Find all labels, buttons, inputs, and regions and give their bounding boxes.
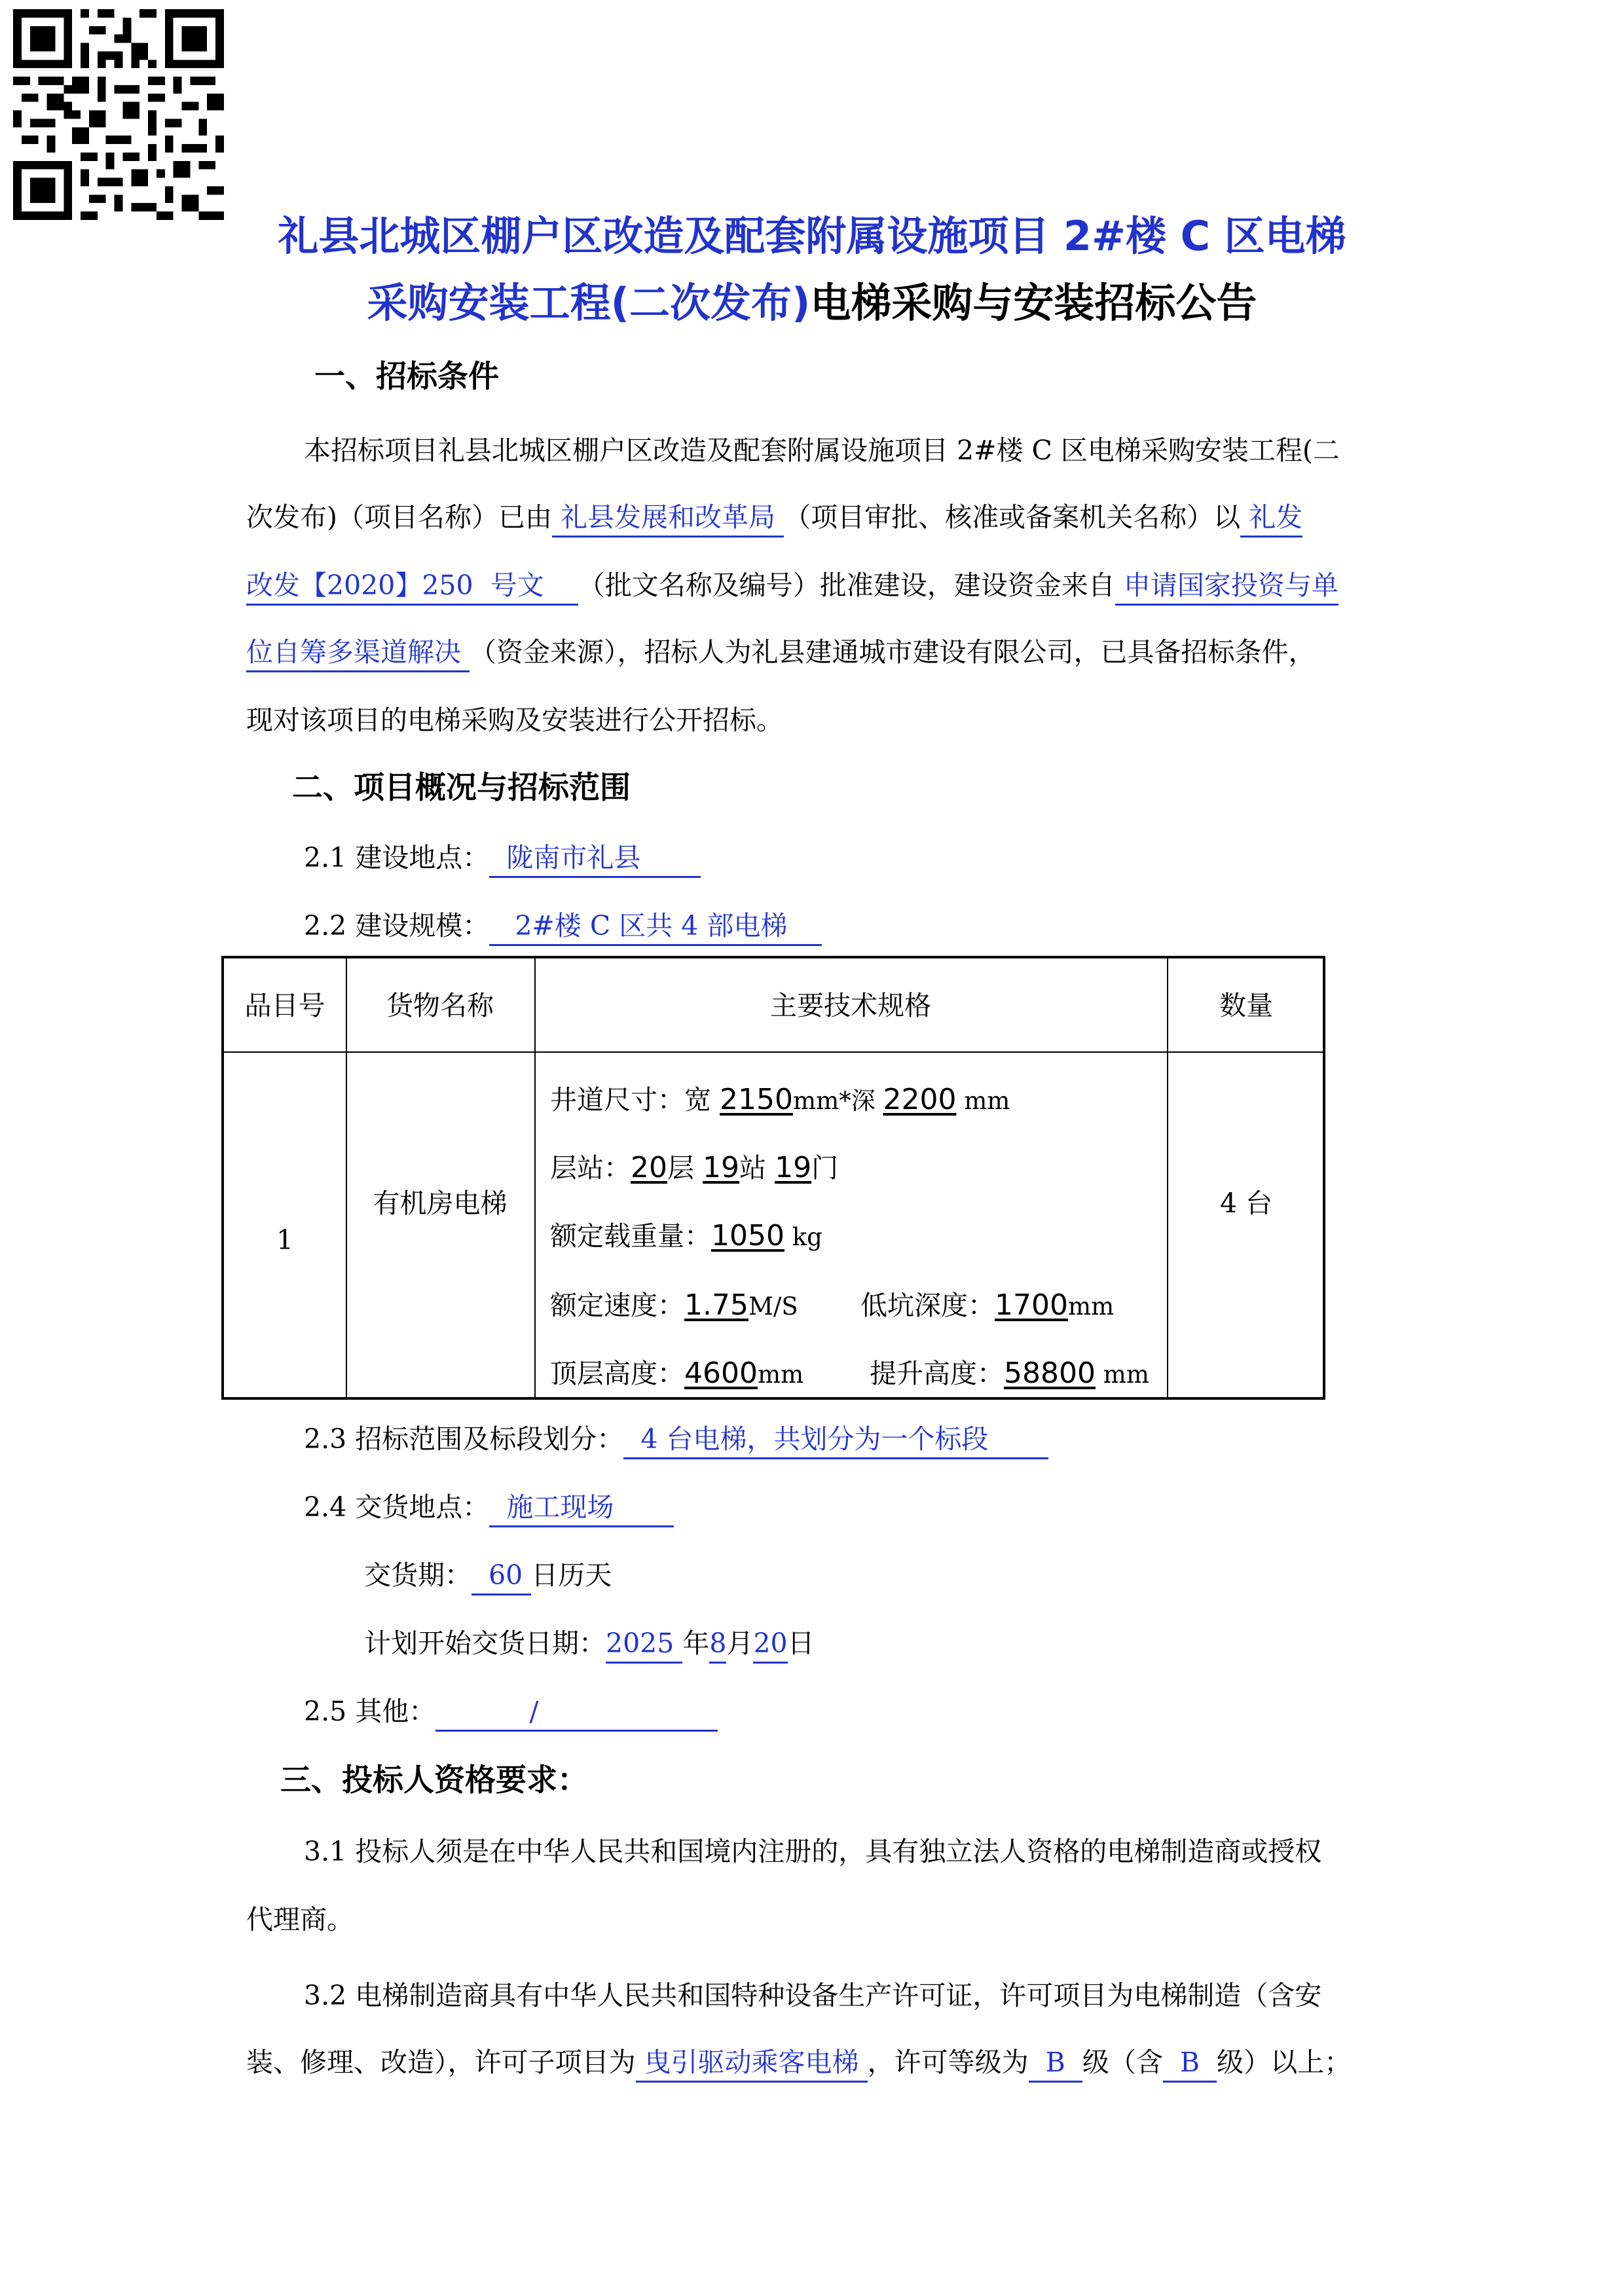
text-fragment: 级）以上； <box>1217 2047 1352 2078</box>
delivery-site-row <box>304 1491 674 1523</box>
qualification-3-1-line1: 3.1 投标人须是在中华人民共和国境内注册的，具有独立法人资格的电梯制造商或授权 <box>304 1836 1322 1867</box>
spec-label: 井道尺寸：宽 <box>550 1084 720 1116</box>
table-divider <box>534 958 536 1397</box>
start-year-field: 2025 <box>606 1628 682 1664</box>
delivery-site-field: 施工现场 <box>489 1491 673 1527</box>
spec-label: 额定速度： <box>550 1290 684 1321</box>
license-grade-field: B <box>1029 2047 1082 2083</box>
title-notice-name: 电梯采购与安装招标公告 <box>810 279 1257 327</box>
spec-unit: 层 <box>667 1152 703 1184</box>
goods-table <box>221 956 1325 1400</box>
section1-heading: 一、招标条件 <box>314 359 499 395</box>
table-header-spec: 主要技术规格 <box>770 990 931 1021</box>
approval-doc-field: 改发【2020】250 号文 <box>246 570 578 606</box>
field-label: 2.5 其他： <box>304 1696 436 1727</box>
spec-unit: mm <box>956 1087 1010 1115</box>
delivery-start-date-row <box>364 1630 815 1657</box>
construction-scale-field: 2#楼 C 区共 4 部电梯 <box>489 910 821 946</box>
section1-para-line3 <box>246 572 1338 599</box>
construction-site-row <box>304 842 701 873</box>
field-label: 2.2 建设规模： <box>304 910 490 941</box>
table-header-goods-name: 货物名称 <box>386 990 494 1021</box>
section2-heading: 二、项目概况与招标范围 <box>292 770 631 806</box>
table-header-item-no: 品目号 <box>244 990 325 1021</box>
spec-unit: mm <box>1067 1292 1115 1321</box>
field-label: 计划开始交货日期： <box>364 1628 606 1659</box>
construction-scale-row <box>304 910 822 941</box>
spec-value: 2150 <box>720 1083 794 1116</box>
text-fragment: 级（含 <box>1082 2047 1163 2078</box>
field-label: 交货期： <box>364 1559 471 1591</box>
spec-lift-height <box>870 1359 1149 1388</box>
document-title-line1: 礼县北城区棚户区改造及配套附属设施项目 2#楼 C 区电梯 <box>278 212 1346 260</box>
fund-source-field: 位自筹多渠道解决 <box>246 636 470 672</box>
license-sub-item-field: 曳引驱动乘客电梯 <box>636 2047 868 2083</box>
section1-para-line1: 本招标项目礼县北城区棚户区改造及配套附属设施项目 2#楼 C 区电梯采购安装工程(二 <box>304 435 1340 466</box>
table-divider <box>1167 958 1168 1397</box>
section1-para-line4 <box>246 636 1316 668</box>
approval-doc-field: 礼发 <box>1240 501 1302 538</box>
text-fragment: ，许可等级为 <box>867 2047 1029 2078</box>
other-row <box>304 1698 718 1725</box>
section1-para-line2 <box>246 501 1303 533</box>
start-day-field: 20 <box>753 1628 787 1664</box>
bid-scope-field: 4 台电梯，共划分为一个标段 <box>623 1423 1048 1459</box>
spec-value: 2200 <box>883 1083 957 1116</box>
spec-value: 19 <box>703 1151 740 1184</box>
field-unit: 日历天 <box>531 1559 612 1591</box>
table-divider <box>346 958 347 1397</box>
spec-label: 层站： <box>550 1152 631 1184</box>
spec-value: 20 <box>631 1151 667 1184</box>
text-fragment: （资金来源），招标人为礼县建通城市建设有限公司，已具备招标条件， <box>470 636 1316 668</box>
spec-unit: kg <box>784 1223 822 1251</box>
spec-label: 额定载重量： <box>550 1220 711 1252</box>
document-title-line2 <box>0 279 1624 327</box>
text-fragment: 装、修理、改造），许可子项目为 <box>246 2047 636 2078</box>
text-fragment: （批文名称及编号）批准建设，建设资金来自 <box>578 570 1115 601</box>
spec-pit-depth <box>860 1288 1115 1322</box>
spec-shaft-size <box>550 1085 1010 1114</box>
field-label: 2.4 交货地点： <box>304 1491 490 1523</box>
spec-unit: 门 <box>811 1152 839 1184</box>
other-field: / <box>435 1696 718 1732</box>
bid-scope-row <box>304 1423 1048 1455</box>
approval-org-field: 礼县发展和改革局 <box>552 501 784 538</box>
table-cell-quantity: 4 台 <box>1219 1188 1273 1219</box>
section1-para-line5: 现对该项目的电梯采购及安装进行公开招标。 <box>246 704 783 736</box>
license-grade-min-field: B <box>1163 2047 1217 2083</box>
spec-top-floor-height <box>550 1359 803 1388</box>
qr-code-image <box>13 9 224 220</box>
title-project-suffix: 采购安装工程(二次发布) <box>367 279 811 327</box>
section3-heading: 三、投标人资格要求： <box>280 1762 588 1798</box>
spec-floors-stops <box>550 1151 839 1184</box>
text-fragment: （项目审批、核准或备案机关名称）以 <box>784 501 1241 533</box>
qualification-3-2-line2 <box>246 2049 1351 2076</box>
field-unit: 年 <box>682 1628 710 1659</box>
delivery-period-row <box>364 1559 612 1591</box>
spec-rated-load <box>550 1219 822 1252</box>
construction-site-field: 陇南市礼县 <box>489 842 700 878</box>
table-cell-item-no: 1 <box>276 1224 294 1256</box>
spec-value: 58800 <box>1004 1357 1096 1390</box>
start-month-field: 8 <box>709 1628 726 1664</box>
spec-label: 低坑深度： <box>860 1290 995 1321</box>
spec-value: 1050 <box>711 1219 784 1252</box>
spec-value: 4600 <box>684 1357 758 1390</box>
spec-label: 提升高度： <box>870 1358 1004 1389</box>
qualification-3-2-line1: 3.2 电梯制造商具有中华人民共和国特种设备生产许可证，许可项目为电梯制造（含安 <box>304 1980 1322 2011</box>
spec-unit: mm <box>1095 1360 1149 1389</box>
spec-unit: 站 <box>739 1152 775 1184</box>
spec-value: 1700 <box>995 1288 1068 1322</box>
field-unit: 日 <box>787 1628 815 1659</box>
spec-value: 19 <box>775 1151 812 1184</box>
spec-unit: M/S <box>748 1292 798 1321</box>
fund-source-field: 申请国家投资与单 <box>1115 570 1338 606</box>
field-label: 2.1 建设地点： <box>304 842 490 873</box>
table-divider <box>224 1051 1323 1053</box>
spec-value: 1.75 <box>684 1288 748 1322</box>
spec-rated-speed <box>550 1288 798 1322</box>
table-header-quantity: 数量 <box>1219 990 1273 1021</box>
spec-label: 顶层高度： <box>550 1358 684 1389</box>
field-unit: 月 <box>726 1628 754 1659</box>
field-label: 2.3 招标范围及标段划分： <box>304 1423 624 1455</box>
text-fragment: 次发布)（项目名称）已由 <box>246 501 552 533</box>
delivery-period-field: 60 <box>471 1559 531 1595</box>
table-cell-goods-name: 有机房电梯 <box>373 1188 507 1219</box>
spec-unit: mm <box>757 1360 804 1389</box>
qualification-3-1-line2: 代理商。 <box>246 1904 354 1935</box>
spec-unit: mm*深 <box>793 1087 883 1115</box>
